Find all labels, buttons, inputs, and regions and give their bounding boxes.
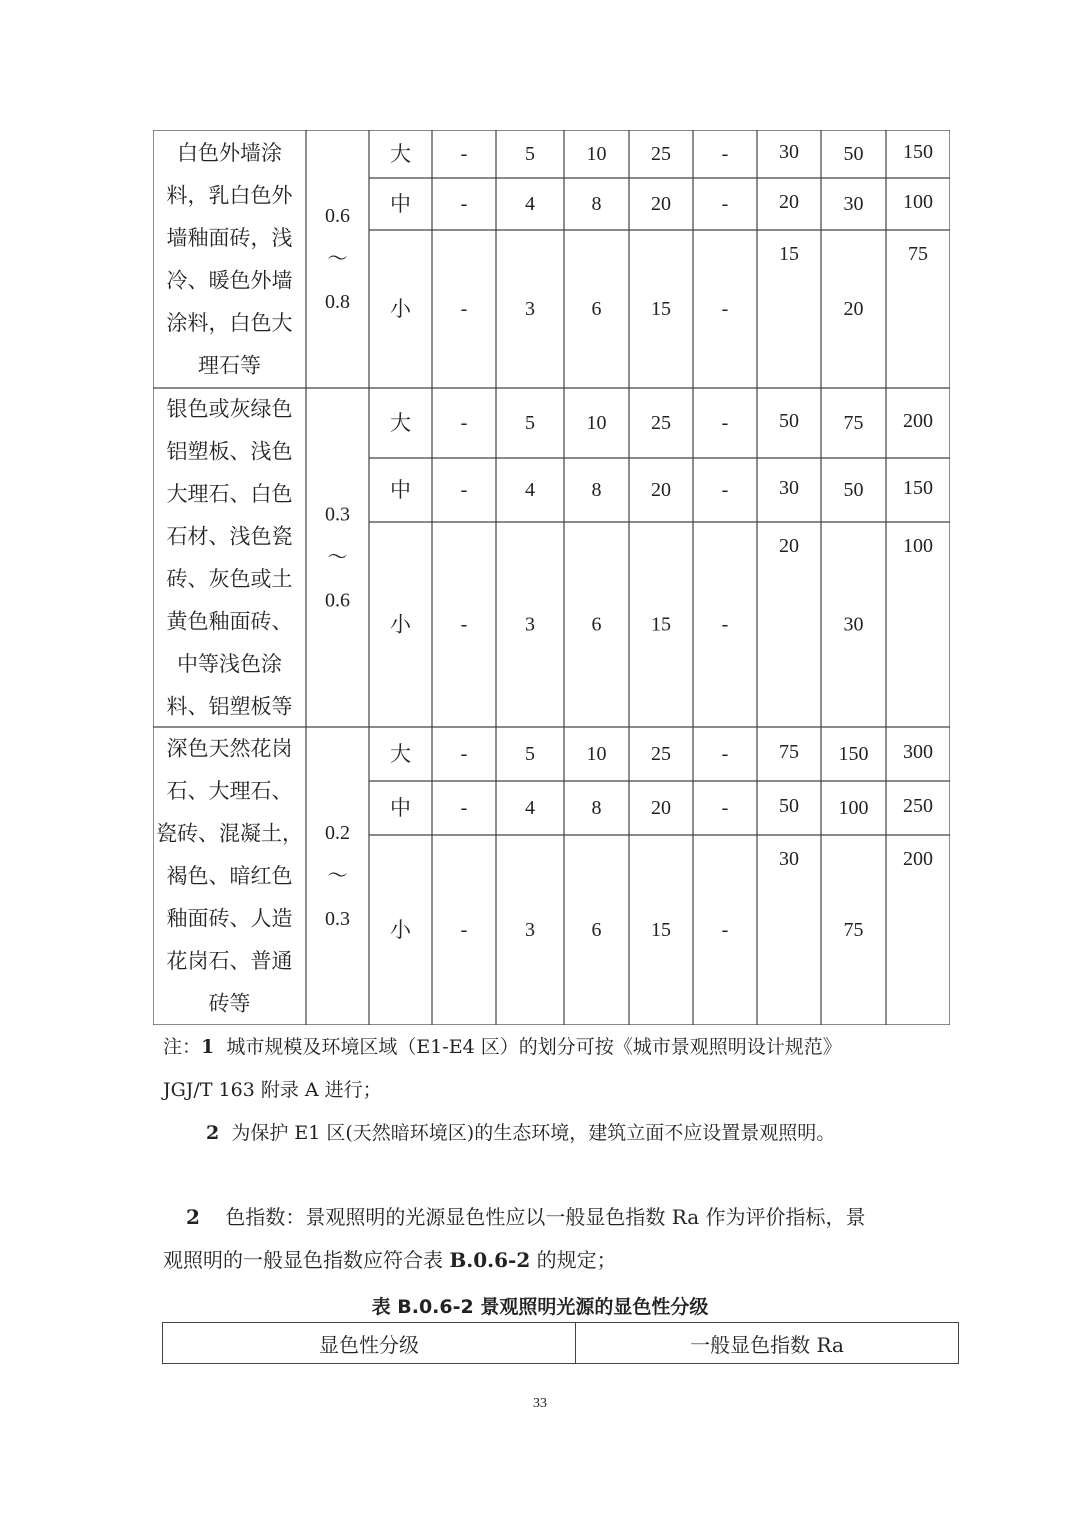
- note-1-text-continued: JGJ/T 163 附录 A 进行；: [163, 1079, 382, 1101]
- note-prefix: 注：: [163, 1036, 202, 1058]
- table-value-cell: 5: [525, 743, 535, 765]
- table-value-cell: 20: [779, 191, 799, 213]
- size-label: 小: [390, 297, 411, 321]
- table-value-cell: 4: [525, 797, 535, 819]
- table-value-cell: 200: [903, 848, 933, 870]
- table-value-cell: 20: [651, 479, 671, 501]
- reflectance-range-line: 0.3: [325, 908, 350, 930]
- material-description-line: 石材、浅色瓷: [166, 524, 293, 549]
- table-value-cell: 3: [525, 919, 535, 941]
- material-description-line: 黄色釉面砖、: [166, 609, 293, 634]
- table-value-cell: 200: [903, 410, 933, 432]
- table-value-cell: 8: [591, 797, 602, 819]
- table-value-cell: 6: [591, 298, 602, 320]
- table-value-cell: 50: [779, 795, 799, 817]
- reflectance-range-line: 0.6: [325, 589, 350, 612]
- size-label: 中: [390, 796, 411, 820]
- table-value-cell: 15: [651, 919, 671, 941]
- size-label: 中: [390, 478, 411, 502]
- size-label: 大: [390, 142, 411, 166]
- material-description-line: 白色外墙涂: [177, 140, 282, 165]
- table-value-cell: -: [721, 193, 729, 215]
- reflectance-range-line: ～: [327, 865, 348, 887]
- material-description-line: 铝塑板、浅色: [166, 439, 293, 464]
- material-description-line: 冷、暖色外墙: [166, 268, 293, 293]
- table-value-cell: -: [460, 743, 468, 765]
- table-value-cell: 300: [903, 741, 933, 763]
- table-value-cell: 10: [586, 743, 607, 765]
- table-value-cell: 100: [838, 797, 869, 819]
- material-description-line: 褐色、暗红色: [166, 864, 293, 888]
- material-description-line: 釉面砖、人造: [166, 906, 293, 931]
- material-description-line: 料、铝塑板等: [166, 694, 293, 719]
- material-description-line: 深色天然花岗: [166, 736, 293, 761]
- table-value-cell: 75: [843, 412, 864, 434]
- table-value-cell: 30: [843, 193, 864, 215]
- table-value-cell: -: [460, 797, 468, 819]
- note-1-continued: [163, 1081, 382, 1100]
- table-value-cell: 30: [779, 848, 799, 870]
- table-value-cell: 50: [843, 479, 864, 501]
- material-description-line: 涂料，白色大: [166, 310, 293, 335]
- table-value-cell: 6: [591, 613, 602, 636]
- material-description-line: 砖、灰色或土: [166, 566, 293, 591]
- table-value-cell: 50: [779, 410, 799, 432]
- table-value-cell: 150: [903, 477, 933, 499]
- note-1-text: 城市规模及环境区域（E1-E4 区）的划分可按《城市景观照明设计规范》: [226, 1036, 842, 1058]
- material-description-line: 中等浅色涂: [177, 651, 282, 676]
- table-value-cell: 20: [779, 535, 799, 557]
- table-value-cell: 15: [651, 613, 671, 636]
- table-value-cell: 30: [779, 141, 799, 163]
- material-description-line: 大理石、白色: [166, 481, 293, 506]
- table-value-cell: -: [460, 613, 468, 636]
- table-value-cell: -: [721, 919, 729, 941]
- paragraph-text-2: 观照明的一般显色指数应符合表: [163, 1248, 450, 1272]
- table-value-cell: -: [460, 143, 468, 165]
- table-value-cell: 20: [843, 298, 864, 320]
- table-value-cell: 15: [651, 298, 671, 320]
- table-value-cell: -: [721, 743, 729, 765]
- note-2-number: 2: [206, 1122, 220, 1144]
- table-value-cell: 30: [843, 613, 864, 636]
- table-value-cell: 4: [525, 479, 535, 501]
- material-description-line: 银色或灰绿色: [166, 396, 293, 421]
- table-value-cell: 20: [651, 797, 671, 819]
- table-value-cell: 25: [651, 743, 671, 765]
- table-value-cell: 25: [651, 412, 671, 434]
- table-value-cell: -: [460, 479, 468, 501]
- table-value-cell: 6: [591, 919, 602, 941]
- size-label: 小: [390, 612, 411, 637]
- material-description-line: 砖等: [208, 991, 251, 1016]
- material-description-line: 石、大理石、: [166, 779, 293, 803]
- table-value-cell: 75: [843, 919, 864, 941]
- reflectance-range-line: ～: [327, 546, 348, 569]
- note-2-text: 为保护 E1 区(天然暗环境区)的生态环境，建筑立面不应设置景观照明。: [231, 1122, 836, 1144]
- table-value-cell: 5: [525, 412, 535, 434]
- table-value-cell: 100: [903, 191, 933, 213]
- table-value-cell: -: [460, 193, 468, 215]
- size-label: 大: [390, 742, 411, 766]
- reflectance-range-line: 0.8: [325, 291, 350, 313]
- table-2-title: 表 B.0.6-2 景观照明光源的显色性分级: [371, 1296, 709, 1318]
- table-value-cell: 15: [779, 243, 799, 265]
- reflectance-range-line: 0.2: [325, 822, 350, 844]
- paragraph-line-2: [163, 1250, 617, 1270]
- reflectance-range-line: ～: [327, 248, 348, 270]
- table-value-cell: -: [460, 412, 468, 434]
- table-value-cell: 100: [903, 535, 933, 557]
- table-value-cell: -: [460, 919, 468, 941]
- table-value-cell: 150: [903, 141, 933, 163]
- material-description-line: 墙釉面砖，浅: [166, 225, 293, 250]
- table-value-cell: 25: [651, 143, 671, 165]
- table-value-cell: 75: [908, 243, 928, 265]
- table-value-cell: 10: [586, 412, 607, 434]
- table-value-cell: 8: [591, 193, 602, 215]
- table-value-cell: 50: [843, 143, 864, 165]
- table-value-cell: 250: [903, 795, 933, 817]
- note-1: [163, 1038, 842, 1057]
- table-value-cell: -: [721, 143, 729, 165]
- table-value-cell: -: [721, 797, 729, 819]
- material-description-line: 理石等: [198, 353, 261, 378]
- table-value-cell: -: [721, 479, 729, 501]
- paragraph-text-3: 的规定；: [530, 1248, 617, 1272]
- table-value-cell: -: [460, 298, 468, 320]
- material-description-line: 瓷砖、混凝土，: [156, 821, 303, 846]
- table-value-cell: -: [721, 298, 729, 320]
- color-rendering-table: [162, 1322, 959, 1364]
- table-2-header-ra: 一般显色指数 Ra: [690, 1332, 844, 1357]
- table-value-cell: 75: [779, 741, 799, 763]
- table-value-cell: 30: [779, 477, 799, 499]
- table-value-cell: -: [721, 613, 729, 636]
- table-value-cell: 5: [525, 143, 535, 165]
- table-value-cell: -: [721, 412, 729, 434]
- table-value-cell: 10: [586, 143, 607, 165]
- table-value-cell: 3: [525, 613, 535, 636]
- note-2: [206, 1124, 835, 1143]
- note-1-number: 1: [201, 1036, 215, 1058]
- paragraph-line-1: [186, 1207, 866, 1227]
- table-value-cell: 20: [651, 193, 671, 215]
- paragraph-text-1: 色指数：景观照明的光源显色性应以一般显色指数 Ra 作为评价指标，景: [225, 1205, 866, 1229]
- paragraph-number: 2: [186, 1205, 200, 1229]
- size-label: 大: [390, 411, 411, 435]
- table-reference: B.0.6-2: [449, 1248, 531, 1272]
- table-value-cell: 3: [525, 298, 535, 320]
- table-value-cell: 150: [838, 743, 869, 765]
- table-2-header-grade: 显色性分级: [163, 1323, 576, 1363]
- table-value-cell: 8: [591, 479, 602, 501]
- size-label: 小: [390, 918, 411, 942]
- material-description-line: 花岗石、普通: [166, 949, 293, 973]
- illuminance-table: [153, 130, 950, 1025]
- size-label: 中: [390, 192, 411, 216]
- page-number: 33: [533, 1396, 547, 1411]
- reflectance-range-line: 0.6: [325, 205, 350, 227]
- reflectance-range-line: 0.3: [325, 503, 350, 526]
- material-description-line: 料，乳白色外: [166, 183, 293, 208]
- table-value-cell: 4: [525, 193, 535, 215]
